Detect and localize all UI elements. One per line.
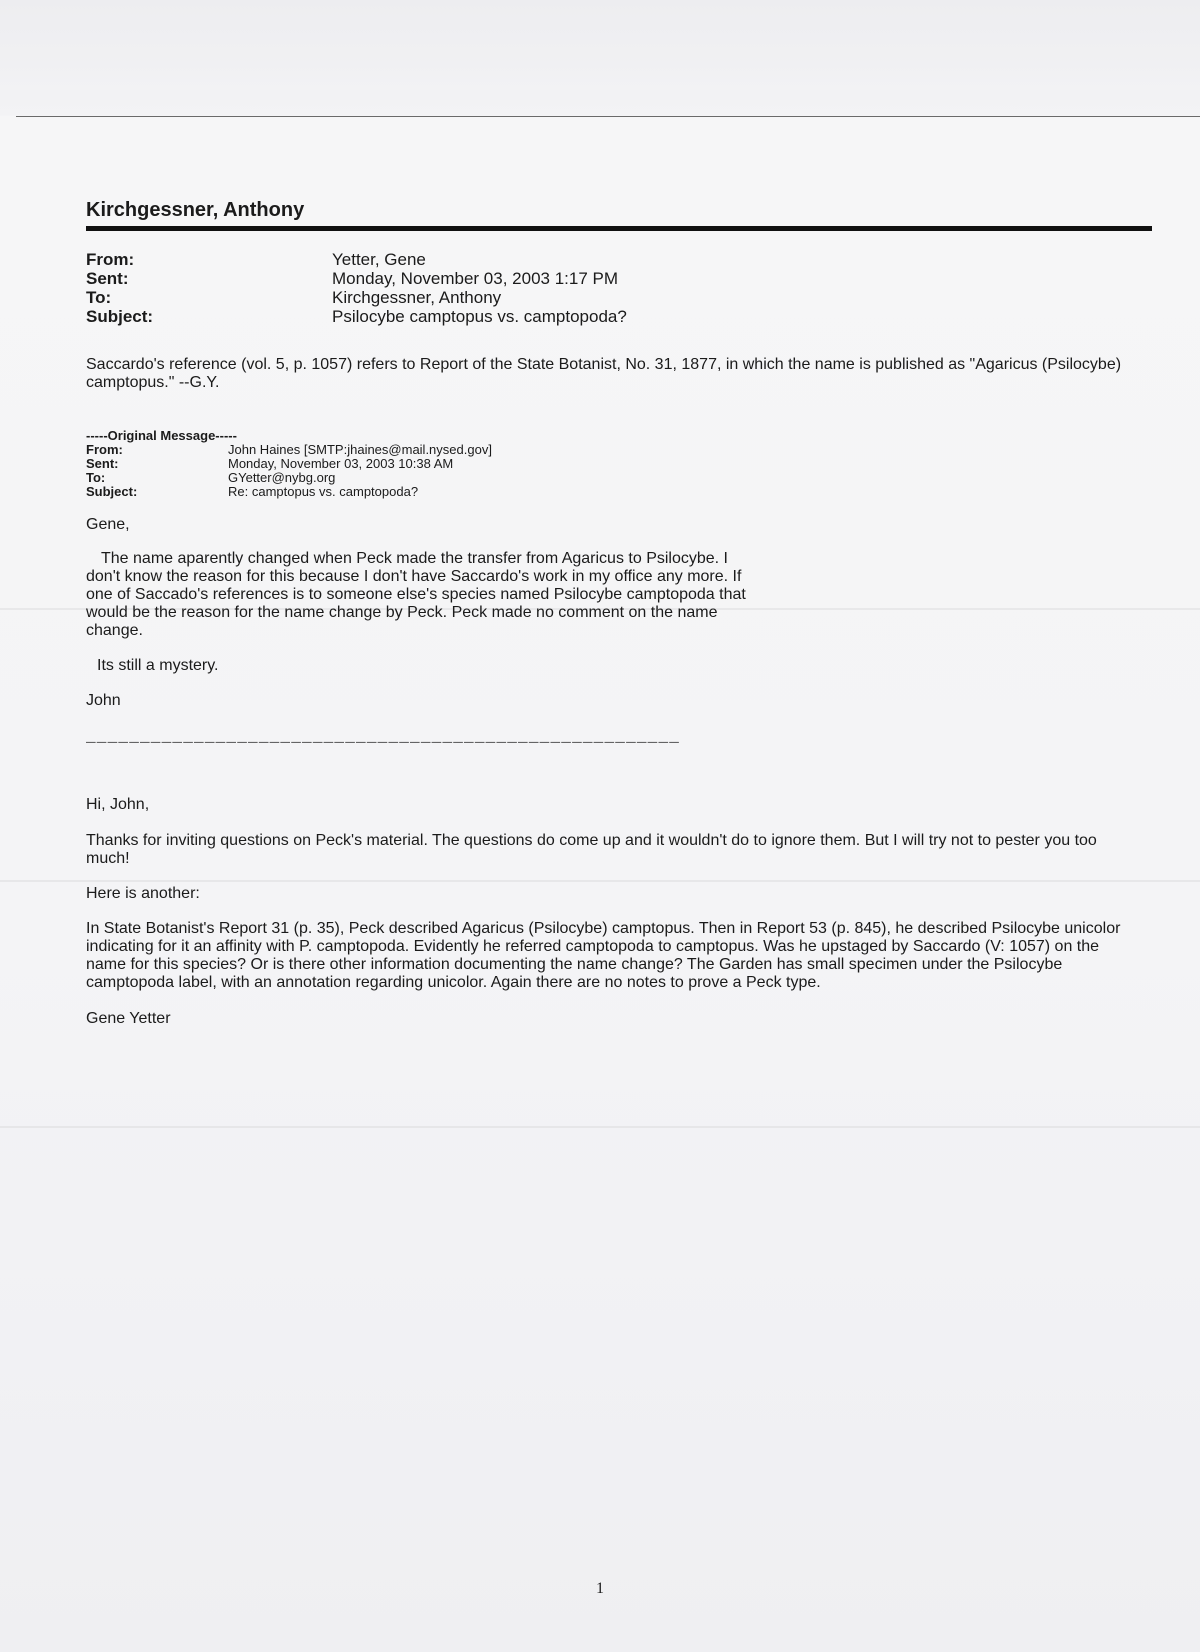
separator-line: _______________________________________________________ bbox=[86, 728, 681, 746]
header-label: From: bbox=[86, 250, 135, 269]
original-from-value: John Haines [SMTP:jhaines@mail.nysed.gov] bbox=[228, 442, 492, 457]
original-to-value: GYetter@nybg.org bbox=[228, 470, 336, 485]
original-message bbox=[86, 429, 1150, 1028]
original-subject-value: Re: camptopus vs. camptopoda? bbox=[228, 484, 419, 499]
header-sent-value: Monday, November 03, 2003 1:17 PM bbox=[332, 269, 619, 288]
header-to-value: Kirchgessner, Anthony bbox=[332, 288, 502, 307]
original-sent-value: Monday, November 03, 2003 10:38 AM bbox=[228, 456, 454, 471]
paper-top-edge bbox=[16, 116, 1200, 117]
email-header bbox=[86, 250, 1150, 326]
mailbox-owner: Kirchgessner, Anthony bbox=[86, 198, 1152, 231]
original-message-title: -----Original Message----- bbox=[86, 428, 237, 443]
reply-body: Saccardo's reference (vol. 5, p. 1057) refers to Report of the State Botanist, No. 31, 1877, in which the name is published as "Agaricus (Psilocybe) camptopus." --G.Y. bbox=[86, 356, 1122, 391]
header-label: Subject: bbox=[86, 484, 138, 499]
header-label: Subject: bbox=[86, 307, 154, 326]
original-mystery-line: Its still a mystery. bbox=[97, 657, 219, 674]
header-label: To: bbox=[86, 470, 106, 485]
original-signature: John bbox=[86, 692, 121, 709]
quoted-thanks: Thanks for inviting questions on Peck's material. The questions do come up and it wouldn't do to ignore them. But I will try not to pester you too much! bbox=[86, 832, 1097, 867]
quoted-paragraph: In State Botanist's Report 31 (p. 35), Peck described Agaricus (Psilocybe) camptopus. Then in Report 53 (p. 845), he described Psilocybe unicolor indicating for it an affinity with P. camptopoda. Evidently he referred camptopoda to camptopus. Was he upstaged by Saccardo (V: 1057) on the name for this species? Or is there other information documenting the name change? The Garden has small specimen under the Psilocybe camptopoda label, with an annotation regarding unicolor. Again there are no notes to prove a Peck type. bbox=[86, 920, 1121, 991]
header-subject-value: Psilocybe camptopus vs. camptopoda? bbox=[332, 307, 627, 326]
quoted-greeting: Hi, John, bbox=[86, 796, 150, 813]
original-paragraph: The name aparently changed when Peck made the transfer from Agaricus to Psilocybe. I don't know the reason for this because I don't have Saccardo's work in my office any more. If one of Saccado's references is to someone else's species named Psilocybe camptopoda that would be the reason for the name change by Peck. Peck made no comment on the name change. bbox=[86, 550, 746, 639]
quoted-here-line: Here is another: bbox=[86, 885, 200, 902]
header-label: Sent: bbox=[86, 269, 129, 288]
original-greeting: Gene, bbox=[86, 516, 130, 533]
header-label: Sent: bbox=[86, 456, 119, 471]
header-from-value: Yetter, Gene bbox=[332, 250, 426, 269]
fold-line bbox=[0, 1126, 1200, 1128]
email-printout bbox=[86, 198, 1150, 1028]
original-message-header bbox=[86, 443, 1150, 499]
page-number: 1 bbox=[596, 1580, 604, 1597]
quoted-signature: Gene Yetter bbox=[86, 1010, 171, 1027]
header-label: To: bbox=[86, 288, 112, 307]
header-label: From: bbox=[86, 442, 123, 457]
